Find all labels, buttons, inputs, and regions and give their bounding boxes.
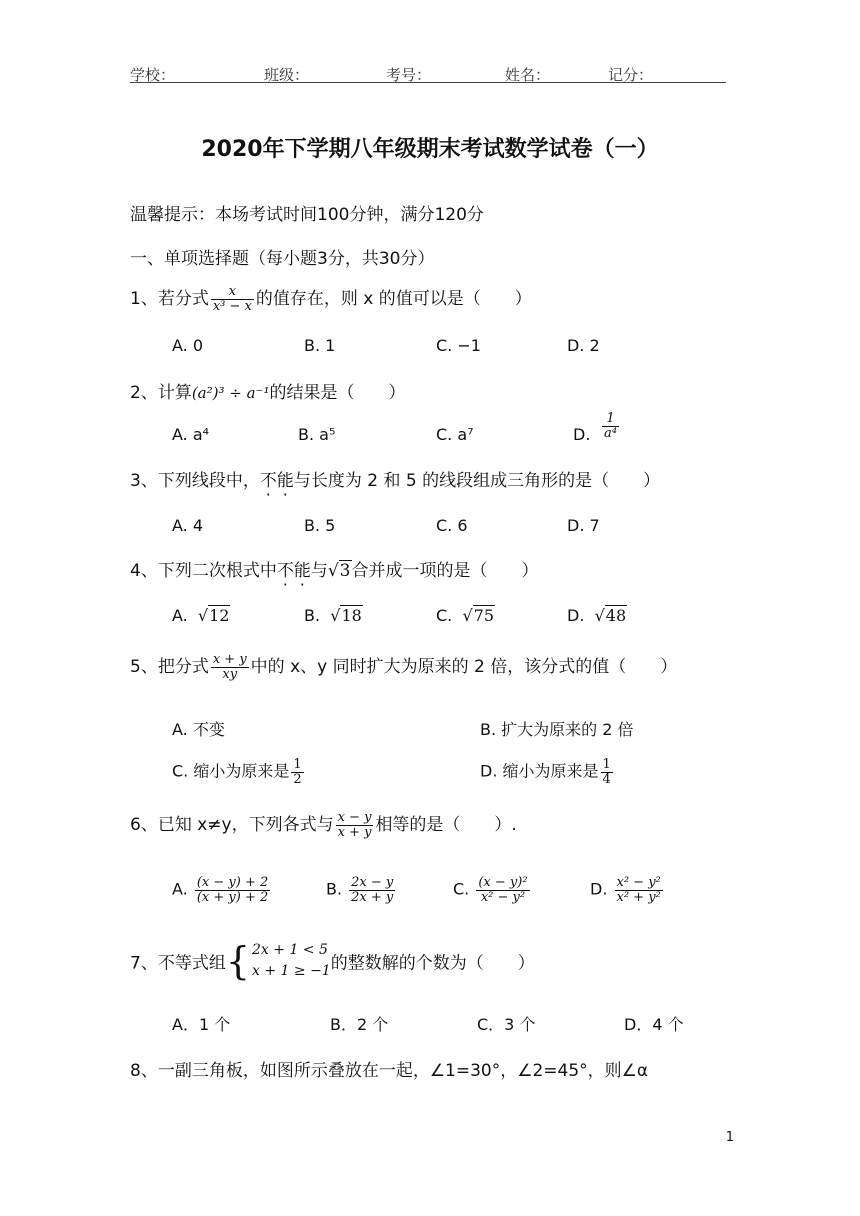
q5-fraction: $\frac{x + y}{xy}$ xyxy=(212,651,247,682)
q7-option-d[interactable]: D．4 个 xyxy=(624,1015,684,1034)
question-7: 7、不等式组{ 2x + 1 < 5 x + 1 ≥ −1 的整数解的个数为（ ） xyxy=(130,939,535,983)
q2-option-c[interactable]: C. a⁷ xyxy=(436,425,474,444)
header-class: 班级： xyxy=(264,66,310,84)
q3-option-a[interactable]: A. 4 xyxy=(172,516,204,535)
header-name: 姓名： xyxy=(505,66,551,84)
q5-option-a[interactable]: A. 不变 xyxy=(172,720,225,739)
header-school: 学校： xyxy=(130,66,176,84)
q1-fraction: $\frac{x}{\text{x³ − x}}$ xyxy=(212,283,252,314)
q4-option-c[interactable]: C. √75 xyxy=(436,606,494,625)
question-3: 3、下列线段中，不能与长度为 2 和 5 的线段组成三角形的是（ ） xyxy=(130,471,661,491)
q4-option-d[interactable]: D. √48 xyxy=(567,606,627,625)
q1-option-b[interactable]: B. 1 xyxy=(304,336,336,355)
question-2: 2、计算(a²)³ ÷ a⁻¹的结果是（ ） xyxy=(130,383,406,403)
q5-option-c[interactable]: C. 缩小为原来是 $\frac{1}{2}$ xyxy=(172,757,302,787)
q6-option-c[interactable]: C. $\frac{\text{(x − y)²}}{\text{x² − y²}}$ xyxy=(453,875,528,905)
q1-option-c[interactable]: C. −1 xyxy=(436,336,481,355)
header-score: 记分： xyxy=(608,66,654,84)
q6-option-a[interactable]: A. $\frac{(x - y) + 2}{(x + y) + 2}$ xyxy=(172,875,269,905)
section-heading: 一、单项选择题（每小题3分，共30分） xyxy=(130,249,435,269)
q6-option-b[interactable]: B. $\frac{2x - y}{2x + y}$ xyxy=(326,875,394,905)
question-4: 4、下列二次根式中不能与√3合并成一项的是（ ） xyxy=(130,561,539,581)
q7-option-c[interactable]: C．3 个 xyxy=(477,1015,536,1034)
q5-option-b[interactable]: B. 扩大为原来的 2 倍 xyxy=(480,720,634,739)
q6-option-d[interactable]: D. $\frac{\text{x² − y²}}{\text{x² + y²}}$ xyxy=(590,875,661,905)
q7-system: 2x + 1 < 5 x + 1 ≥ −1 xyxy=(252,942,331,979)
q5-option-d[interactable]: D. 缩小为原来是 $\frac{1}{4}$ xyxy=(480,757,611,787)
question-5: 5、把分式 $\frac{x + y}{xy}$ 中的 x、y 同时扩大为原来的 2 倍，该分式的值（ ） xyxy=(130,651,678,682)
q3-option-d[interactable]: D. 7 xyxy=(567,516,600,535)
question-8: 8、一副三角板，如图所示叠放在一起，∠1=30°，∠2=45°，则∠α xyxy=(130,1061,649,1081)
q2-option-b[interactable]: B. a⁵ xyxy=(298,425,336,444)
q3-option-b[interactable]: B. 5 xyxy=(304,516,336,535)
q4-option-b[interactable]: B. √18 xyxy=(304,606,362,625)
q3-option-c[interactable]: C. 6 xyxy=(436,516,468,535)
q7-option-a[interactable]: A．1 个 xyxy=(172,1015,231,1034)
question-6: 6、已知 x≠y，下列各式与 $\frac{x - y}{x + y}$ 相等的是（ ）. xyxy=(130,809,517,840)
q7-option-b[interactable]: B．2 个 xyxy=(330,1015,389,1034)
q1-option-a[interactable]: A. 0 xyxy=(172,336,204,355)
q2-option-d[interactable]: D. xyxy=(573,425,591,444)
q2-expression: (a²)³ ÷ a⁻¹ xyxy=(191,384,270,402)
header-exam-no: 考号： xyxy=(386,66,432,84)
question-1: 1、若分式 $\frac{x}{\text{x³ − x}}$ 的值存在，则 x 的值可以是（ ） xyxy=(130,283,532,314)
q4-option-a[interactable]: A. √12 xyxy=(172,606,230,625)
q2-option-d-fraction: $\frac{1}{\text{a⁴}}$ xyxy=(604,411,617,441)
q4-sqrt-3: √3 xyxy=(327,561,351,581)
header-underline xyxy=(130,82,726,83)
q7-brace: { xyxy=(225,939,251,983)
q6-fraction: $\frac{x - y}{x + y}$ xyxy=(337,809,372,840)
page-number: 1 xyxy=(725,1130,734,1145)
q2-option-a[interactable]: A. a⁴ xyxy=(172,425,210,444)
exam-tip: 温馨提示：本场考试时间100分钟，满分120分 xyxy=(130,205,484,225)
q1-option-d[interactable]: D. 2 xyxy=(567,336,600,355)
page-title: 2020年下学期八年级期末考试数学试卷（一） xyxy=(201,137,659,162)
